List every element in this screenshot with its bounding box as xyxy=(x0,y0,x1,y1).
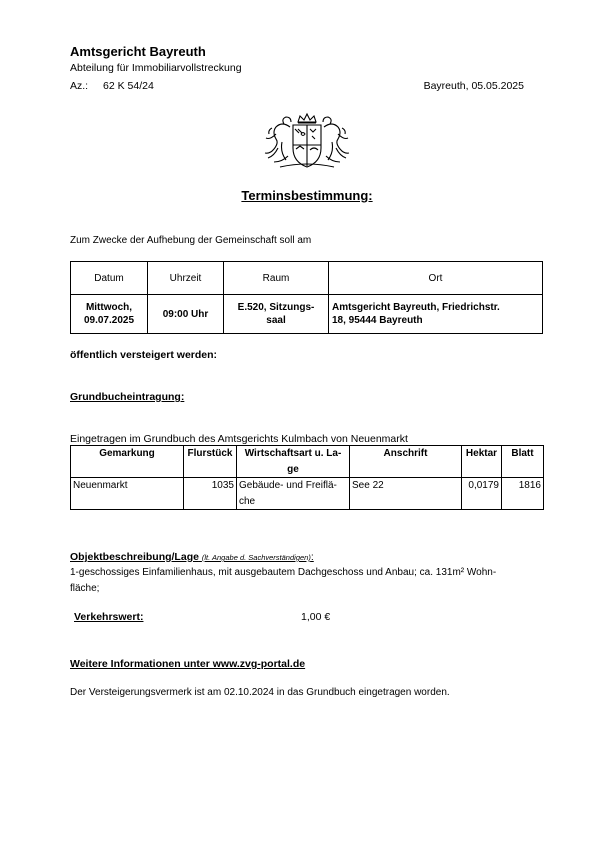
header-hektar: Hektar xyxy=(462,446,502,478)
room-line: saal xyxy=(266,315,286,326)
art-line: Gebäude- und Freiflä- xyxy=(239,480,337,491)
header-date: Datum xyxy=(71,262,148,295)
appointment-place xyxy=(329,295,543,334)
place-line: 18, 95444 Bayreuth xyxy=(332,315,423,326)
appointment-room xyxy=(224,295,329,334)
object-heading-label: Objektbeschreibung/Lage xyxy=(70,551,199,563)
cell-blatt: 1816 xyxy=(502,478,544,510)
cell-art xyxy=(237,478,350,510)
cell-anschrift: See 22 xyxy=(350,478,462,510)
appointment-header-row xyxy=(71,262,543,295)
description-line: 1-geschossiges Einfamilienhaus, mit ausgebautem Dachgeschoss und Anbau; ca. 131m² Wohn- xyxy=(70,567,497,578)
description-line: fläche; xyxy=(70,582,100,594)
department: Abteilung für Immobiliarvollstreckung xyxy=(70,62,242,74)
more-info-link[interactable]: Weitere Informationen unter www.zvg-portal.de xyxy=(70,658,306,670)
land-register-header-row xyxy=(71,446,544,478)
intro-text: Zum Zwecke der Aufhebung der Gemeinschaft soll am xyxy=(70,235,312,246)
place-line: Amtsgericht Bayreuth, Friedrichstr. xyxy=(332,302,500,313)
object-heading-note: (lt. Angabe d. Sachverständigen) xyxy=(201,553,311,562)
art-line: che xyxy=(239,495,256,507)
header-room: Raum xyxy=(224,262,329,295)
file-number: 62 K 54/24 xyxy=(103,80,154,92)
cell-hektar: 0,0179 xyxy=(462,478,502,510)
appointment-table xyxy=(70,261,543,334)
date-line: Mittwoch, xyxy=(85,302,133,313)
auction-text: öffentlich versteigert werden: xyxy=(70,349,218,361)
appointment-date xyxy=(71,295,148,334)
appointment-row xyxy=(71,295,543,334)
place-date: Bayreuth, 05.05.2025 xyxy=(423,80,524,92)
header-flurstueck: Flurstück xyxy=(184,446,237,478)
object-heading-colon: : xyxy=(310,551,314,563)
room-line: E.520, Sitzungs- xyxy=(237,302,315,313)
cell-gemarkung: Neuenmarkt xyxy=(71,478,184,510)
appointment-time: 09:00 Uhr xyxy=(148,295,224,334)
market-value: 1,00 € xyxy=(301,611,331,623)
land-register-row xyxy=(71,478,544,510)
art-header-line: Wirtschaftsart u. La- xyxy=(244,448,342,459)
file-number-label: Az.: xyxy=(70,80,89,92)
document-title: Terminsbestimmung: xyxy=(241,188,373,203)
header-place: Ort xyxy=(329,262,543,295)
art-header-line: ge xyxy=(287,463,299,475)
header-time: Uhrzeit xyxy=(148,262,224,295)
object-heading xyxy=(70,551,314,563)
object-description xyxy=(70,565,550,596)
header-anschrift: Anschrift xyxy=(350,446,462,478)
land-register-table xyxy=(70,445,544,510)
header-blatt: Blatt xyxy=(502,446,544,478)
market-value-label: Verkehrswert: xyxy=(74,611,144,623)
date-line: 09.07.2025 xyxy=(83,315,135,326)
coat-of-arms-icon xyxy=(260,112,354,170)
land-register-heading: Grundbucheintragung: xyxy=(70,391,185,403)
vermerk-text: Der Versteigerungsvermerk ist am 02.10.2024 in das Grundbuch eingetragen worden. xyxy=(70,687,450,698)
cell-flurstueck: 1035 xyxy=(184,478,237,510)
land-register-intro: Eingetragen im Grundbuch des Amtsgerichts Kulmbach von Neuenmarkt xyxy=(70,433,408,445)
court-name: Amtsgericht Bayreuth xyxy=(70,44,206,59)
header-gemarkung: Gemarkung xyxy=(71,446,184,478)
header-art xyxy=(237,446,350,478)
